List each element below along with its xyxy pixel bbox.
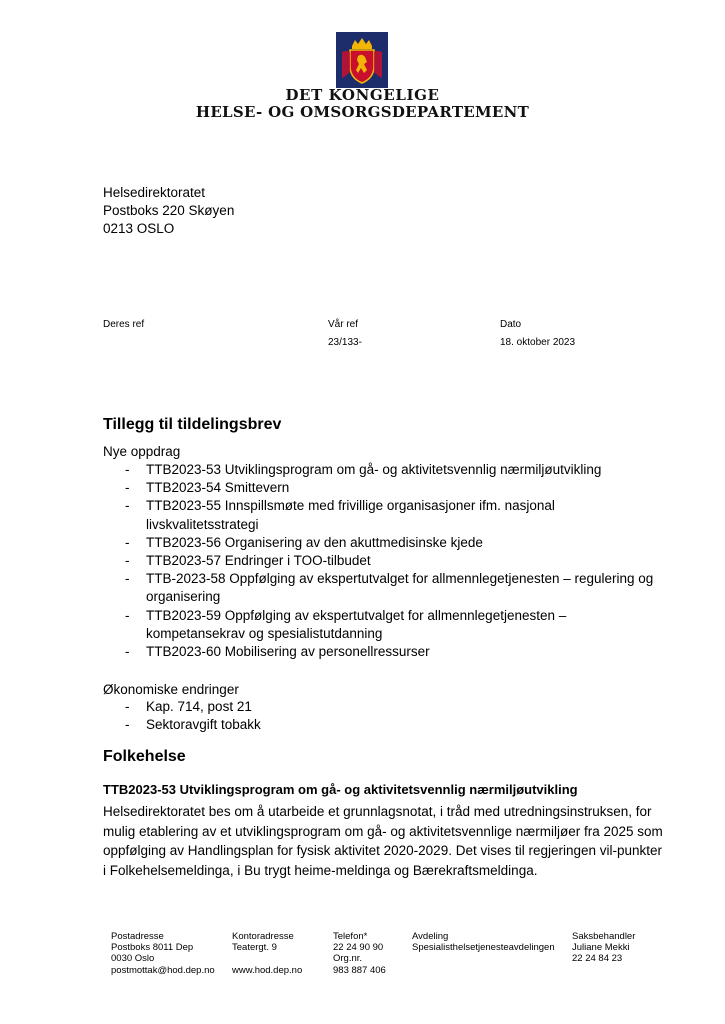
list-item: - TTB-2023-58 Oppfølging av ekspertutvalget for allmennlegetjenesten – regulering og organisering bbox=[125, 571, 654, 605]
org-name-line2: HELSE- OG OMSORGSDEPARTEMENT bbox=[195, 103, 530, 121]
section-heading-folkehelse: Folkehelse bbox=[103, 748, 186, 765]
list-item: - TTB2023-54 Smittevern bbox=[103, 479, 663, 497]
dash-bullet: - bbox=[125, 498, 130, 514]
dash-bullet: - bbox=[125, 607, 130, 623]
dash-bullet: - bbox=[125, 534, 130, 550]
list-item: - TTB2023-57 Endringer i TOO-tilbudet bbox=[103, 552, 663, 570]
dash-bullet: - bbox=[125, 462, 130, 477]
dash-bullet: - bbox=[125, 480, 130, 496]
dash-bullet: - bbox=[125, 553, 130, 569]
dash-bullet: - bbox=[125, 644, 130, 660]
dash-bullet: - bbox=[125, 571, 130, 587]
footer-saksbehandler: Saksbehandler Juliane Mekki 22 24 84 23 bbox=[572, 931, 636, 965]
econ-list-wrapper bbox=[103, 698, 663, 734]
letter-title: Tillegg til tildelingsbrev bbox=[103, 416, 282, 433]
footer-kontoradresse: Kontoradresse Teatergt. 9 www.hod.dep.no bbox=[232, 931, 303, 976]
recipient-city: 0213 OSLO bbox=[103, 221, 175, 236]
subheading-ttb2023-53: TTB2023-53 Utviklingsprogram om gå- og aktivitetsvennlig nærmiljøutvikling bbox=[103, 782, 578, 797]
dato-label: Dato bbox=[500, 319, 522, 330]
var-ref-value: 23/133- bbox=[328, 337, 362, 348]
recipient-name: Helsedirektoratet bbox=[103, 185, 206, 200]
econ-changes-label: Økonomiske endringer bbox=[103, 682, 239, 697]
footer-website-link[interactable]: www.hod.dep.no bbox=[232, 964, 303, 976]
list-item: - TTB2023-53 Utviklingsprogram om gå- og aktivitetsvennlig nærmiljøutvikling bbox=[103, 461, 663, 479]
footer-telefon: Telefon* 22 24 90 90 Org.nr. 983 887 406 bbox=[333, 931, 386, 976]
recipient-postbox: Postboks 220 Skøyen bbox=[103, 203, 235, 218]
list-item: - TTB2023-59 Oppfølging av ekspertutvalget for allmennlegetjenesten – kompetansekrav og spesialistutdanning bbox=[125, 607, 567, 641]
new-tasks-label: Nye oppdrag bbox=[103, 444, 181, 459]
list-item: - TTB2023-55 Innspillsmøte med frivillige organisasjoner ifm. nasjonal livskvalitetsstrategi bbox=[125, 498, 555, 532]
list-item: - TTB2023-56 Organisering av den akuttmedisinske kjede bbox=[103, 534, 663, 552]
footer-avdeling: Avdeling Spesialisthelsetjenesteavdelingen bbox=[412, 931, 555, 954]
org-name-line1: DET KONGELIGE bbox=[285, 86, 440, 104]
new-tasks-list bbox=[103, 461, 663, 661]
dato-value: 18. oktober 2023 bbox=[500, 337, 576, 348]
var-ref-label: Vår ref bbox=[328, 319, 359, 330]
footer-postadresse: Postadresse Postboks 8011 Dep 0030 Oslo postmottak@hod.dep.no bbox=[111, 931, 215, 976]
deres-ref-label: Deres ref bbox=[103, 319, 145, 330]
list-item: - Kap. 714, post 21 bbox=[103, 698, 663, 716]
body-paragraph: Helsedirektoratet bes om å utarbeide et grunnlagsnotat, i tråd med utredningsinstruksen, for mulig etablering av et utviklingsprogram om gå- og aktivitetsvennlige nærmiljøer fra 2025 som oppfølging av Handlingsplan for fysisk aktivitet 2020-2029. Det vises til regjeringen vil-punkter i Folkehelsemeldinga, i Bu trygt heime-meldinga og Bærekraftsmeldinga. bbox=[103, 804, 663, 878]
dash-bullet: - bbox=[125, 717, 130, 733]
dash-bullet: - bbox=[125, 699, 130, 714]
list-item: - Sektoravgift tobakk bbox=[103, 716, 663, 734]
list-item: - TTB2023-60 Mobilisering av personellressurser bbox=[103, 643, 663, 661]
coat-of-arms-logo bbox=[336, 32, 388, 88]
econ-list bbox=[103, 698, 663, 734]
new-tasks-list-wrapper bbox=[103, 461, 663, 661]
footer-email-link[interactable]: postmottak@hod.dep.no bbox=[111, 964, 215, 976]
